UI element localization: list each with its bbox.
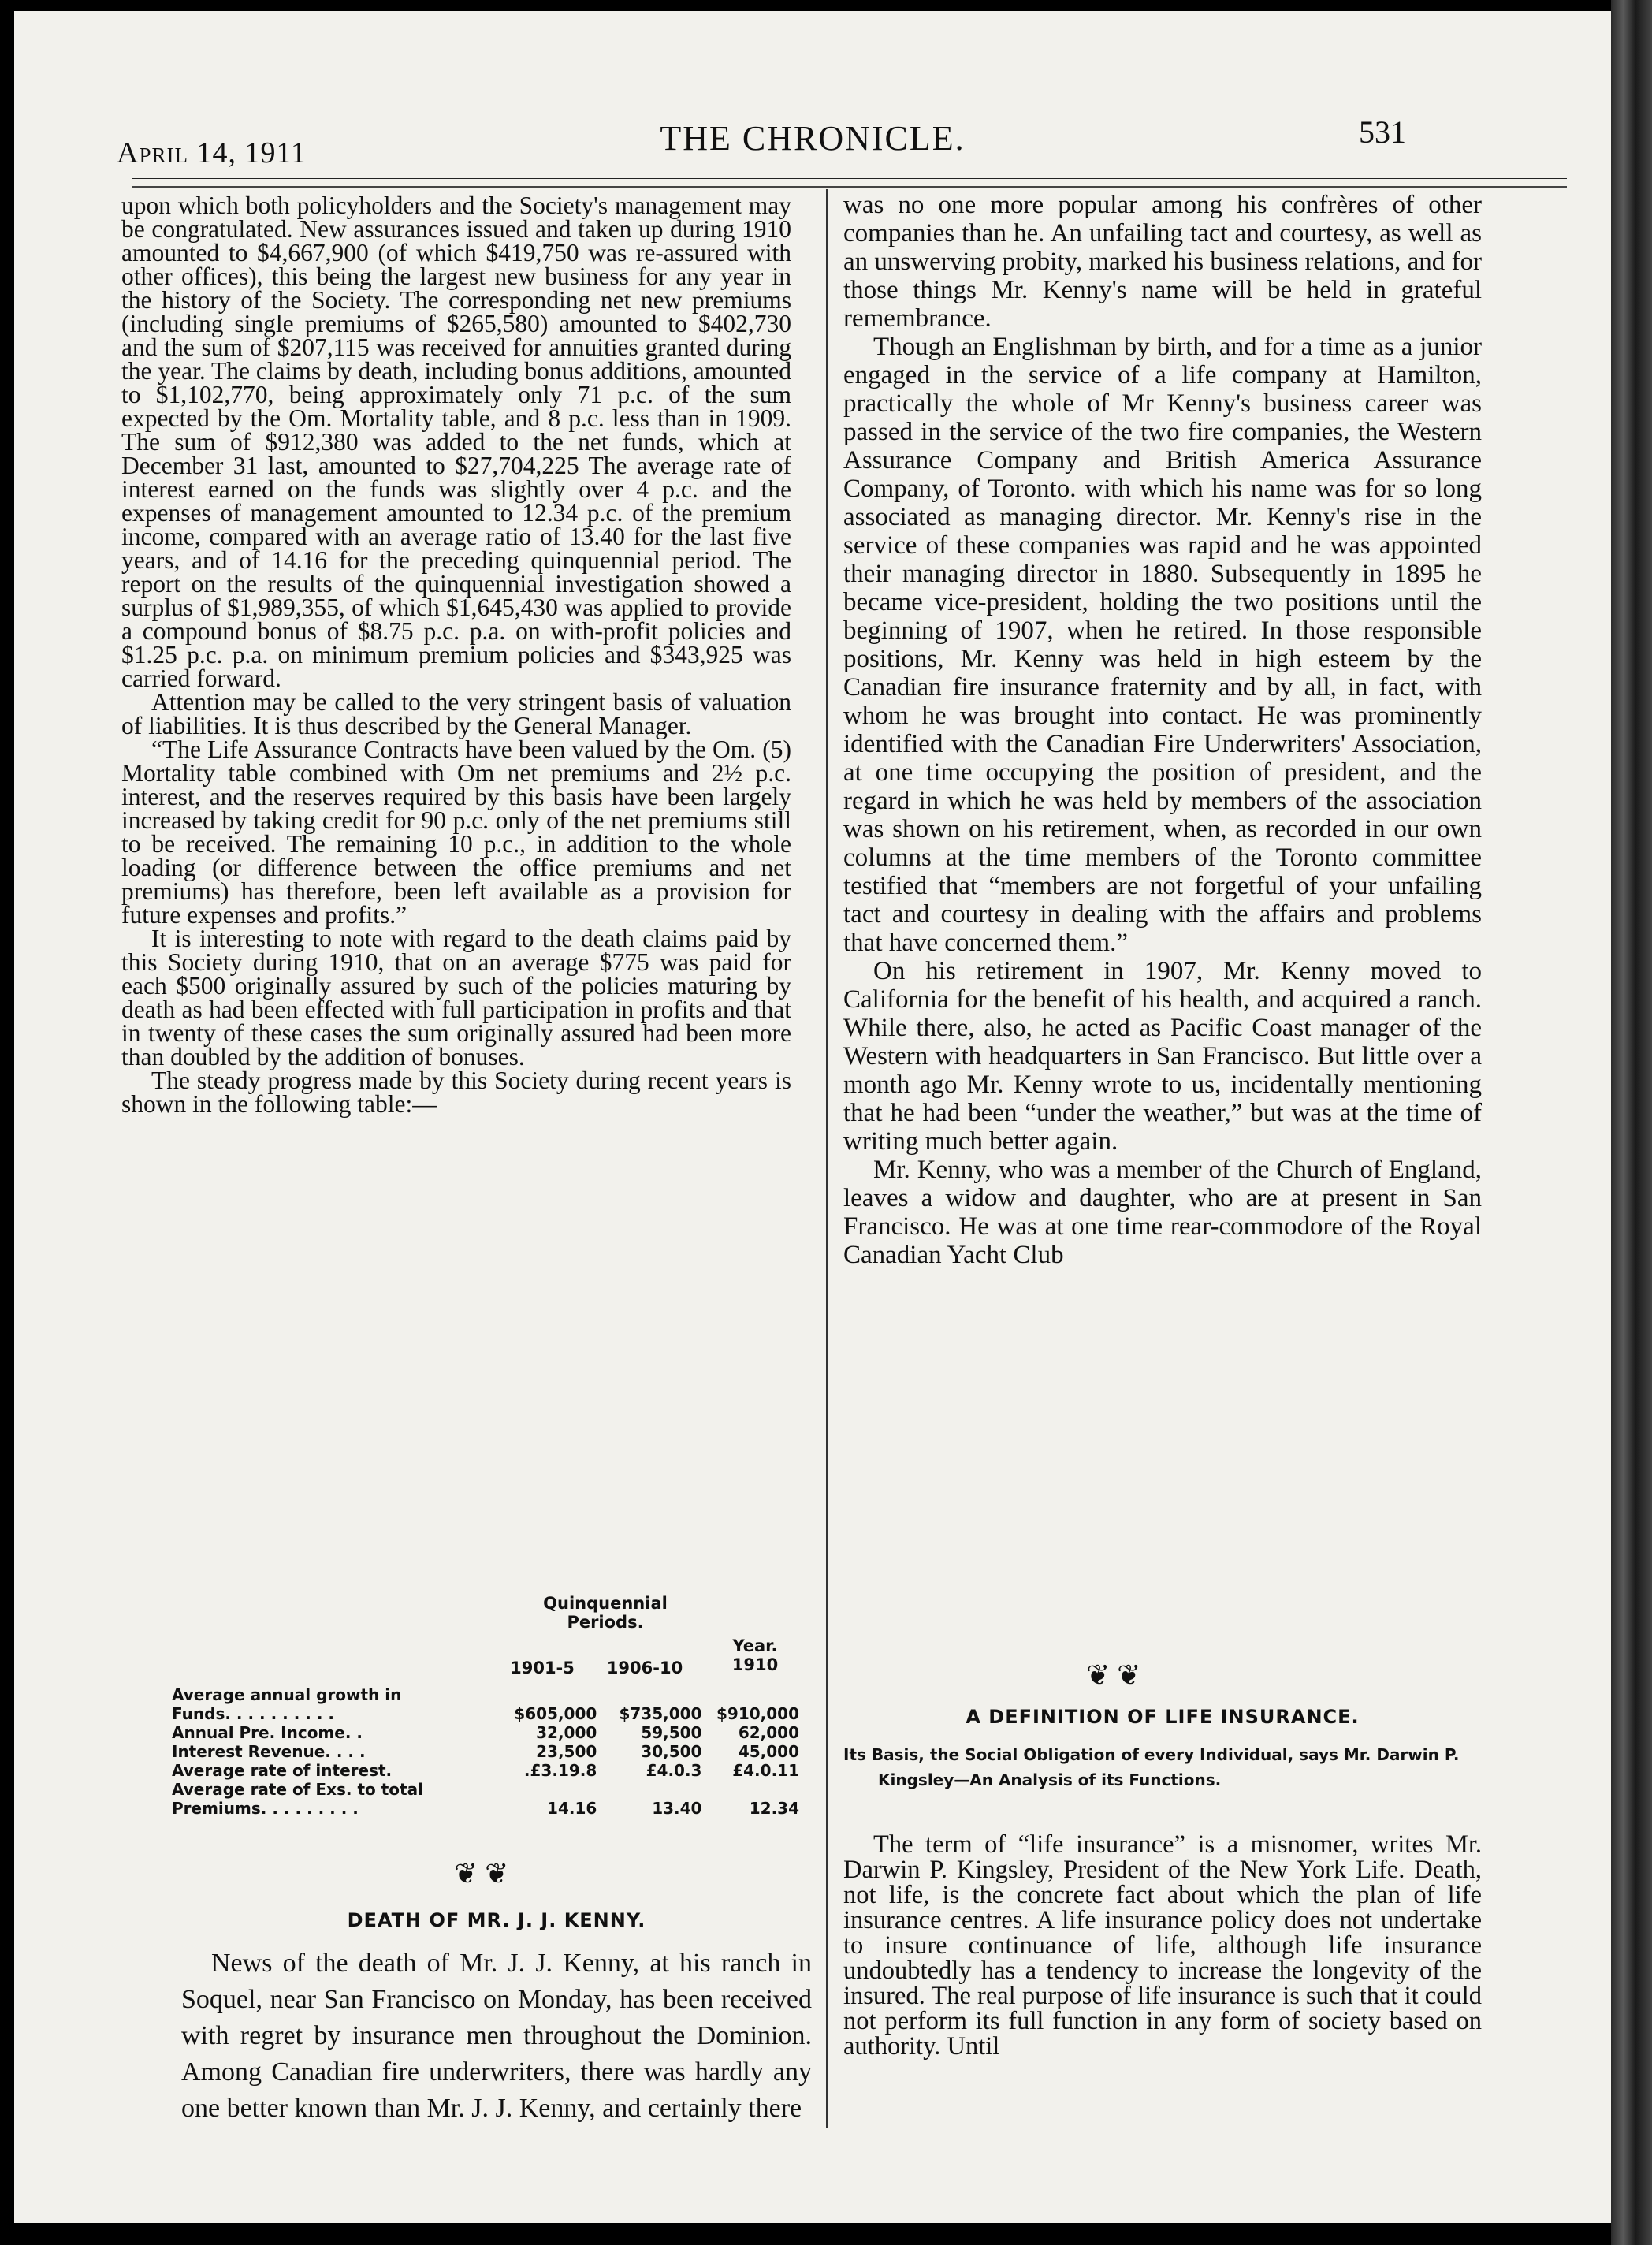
paragraph: It is interesting to note with regard to the death claims paid by this Society during 1910, that on an average $775 was paid for each $500 originally assured by such of the policies maturing by death as had been effected with full participation in profits and that in twenty of these cases the sum originally assured had been more than doubled by the addition of bonuses. — [121, 925, 791, 1070]
newspaper-page — [14, 11, 1611, 2223]
table-cell: .£3.19.8 — [523, 1761, 597, 1780]
paragraph: Though an Englishman by birth, and for a time as a junior engaged in the service of a life company at Hamilton, practically the whole of Mr Kenny's business career was passed in the service of the two fire companies, the Western Assurance Company and British America Assurance Company, of Toronto. with which his name was for so long associated as managing director. Mr. Kenny's rise in the service of these companies was rapid and he was appointed their managing director in 1880. Subsequently in 1895 he became vice-president, holding the two positions until the beginning of 1907, when he retired. In those responsible positions, Mr. Kenny was held in high esteem by the Canadian fire insurance fraternity and by all, in fact, with whom he was brought into contact. He was prominently identified with the Canadian Fire Underwriters' Association, at one time occupying the position of president, and the regard in which he was held by members of the association was shown on his retirement, when, as recorded in our own columns at the time members of the Toronto committee testified that “members are not forgetful of your unfailing tact and courtesy in dealing with the affairs and problems that have concerned them.” — [843, 333, 1482, 957]
paragraph: Attention may be called to the very stringent basis of valuation of liabilities. It is thus described by the General Manager. — [121, 688, 791, 739]
header-rule — [132, 178, 1567, 181]
paragraph: The steady progress made by this Society during recent years is shown in the following table:— — [121, 1067, 791, 1118]
publication-title: THE CHRONICLE. — [660, 119, 966, 158]
table-row — [172, 1742, 802, 1761]
table-cell: 12.34 — [749, 1799, 799, 1818]
table-column-header: Year. 1910 — [731, 1636, 779, 1674]
table-cell — [495, 1685, 600, 1704]
right-column — [843, 191, 1482, 1269]
paragraph: “The Life Assurance Contracts have been valued by the Om. (5) Mortality table combined with Om net premiums and 2½ p.c. interest, and the reserves required by this basis have been largely increased by taking credit for 90 p.c. only of the net premiums still to be received. The remaining 10 p.c., in addition to the whole loading (or difference between the office premiums and net premiums) has therefore, been left available as a provision for future expenses and profits.” — [121, 735, 791, 929]
table-cell: £4.0.3 — [646, 1761, 702, 1780]
table-cell — [705, 1780, 802, 1799]
paragraph: was no one more popular among his confrères of other companies than he. An unfailing tact and courtesy, as well as an unswerving probity, marked his business relations, and for those things Mr. Kenny's name will be held in grateful remembrance. — [843, 191, 1482, 333]
table-column-header: 1906-10 — [606, 1659, 683, 1677]
table-cell — [600, 1780, 705, 1799]
table-row — [172, 1723, 802, 1742]
table-group-header: Quinquennial Periods. — [543, 1594, 668, 1632]
paragraph: Mr. Kenny, who was a member of the Church of England, leaves a widow and daughter, who are at present in San Francisco. He was at one time rear-commodore of the Royal Canadian Yacht Club — [843, 1156, 1482, 1269]
table-cell: £4.0.11 — [732, 1761, 799, 1780]
column-divider — [826, 189, 828, 2128]
header-rule-thin — [132, 186, 1567, 188]
page-edge-binding — [1611, 0, 1652, 2245]
table-cell: 32,000 — [536, 1723, 597, 1742]
page-header — [14, 104, 1611, 167]
paragraph: The term of “life insurance” is a misnomer, writes Mr. Darwin P. Kingsley, President of the New York Life. Death, not life, is the concrete fact about which the plan of life insurance centres. A life insurance policy does not undertake to insure continuance of life, although life insurance undoubtedly has a tendency to increase the longevity of the insured. The real purpose of life insurance is such that it could not perform its full function in any form of society based on authority. Until — [843, 1830, 1482, 2061]
table-cell: 13.40 — [652, 1799, 702, 1818]
ornament-fleurons: ❦ ❦ — [1086, 1659, 1141, 1691]
table-row-label: Average annual growth in — [172, 1685, 402, 1704]
ornament-fleurons: ❦ ❦ — [454, 1858, 509, 1889]
table-row-label: Funds. . . . . . . . . . — [172, 1704, 335, 1723]
death-article-body — [181, 1945, 812, 2127]
definition-article-heading: A DEFINITION OF LIFE INSURANCE. — [966, 1706, 1360, 1728]
table-row-label: Interest Revenue. . . . — [172, 1742, 366, 1761]
paragraph: On his retirement in 1907, Mr. Kenny moved to California for the benefit of his health, and acquired a ranch. While there, also, he acted as Pacific Coast manager of the Western with headquarters in San Francisco. But little over a month ago Mr. Kenny wrote to us, incidentally mentioning that he had been “under the weather,” but was at the time of writing much better again. — [843, 957, 1482, 1156]
table-cell: 30,500 — [641, 1742, 702, 1761]
table-cell: $910,000 — [716, 1704, 799, 1723]
table-cell: 23,500 — [536, 1742, 597, 1761]
table-row — [172, 1704, 802, 1723]
issue-date: April 14, 1911 — [117, 136, 307, 169]
table-row-label: Average rate of interest. — [172, 1761, 393, 1780]
left-column — [121, 194, 791, 1116]
table-row — [172, 1761, 802, 1780]
table-cell: $735,000 — [619, 1704, 702, 1723]
table-row-label: Annual Pre. Income. . — [172, 1723, 363, 1742]
table-row-label: Average rate of Exs. to total — [172, 1780, 423, 1799]
table-row — [172, 1780, 802, 1799]
table-row — [172, 1799, 802, 1818]
definition-article-body — [843, 1832, 1482, 2059]
table-cell — [495, 1780, 600, 1799]
table-cell: 62,000 — [738, 1723, 799, 1742]
table-cell: $605,000 — [514, 1704, 597, 1723]
table-cell: 14.16 — [547, 1799, 597, 1818]
table-row-label: Premiums. . . . . . . . . — [172, 1799, 359, 1818]
table-cell — [705, 1685, 802, 1704]
table-row — [172, 1685, 802, 1704]
table-column-header: 1901-5 — [510, 1659, 575, 1677]
death-article-heading: DEATH OF MR. J. J. KENNY. — [347, 1909, 646, 1931]
table-cell — [600, 1685, 705, 1704]
table-cell: 45,000 — [738, 1742, 799, 1761]
table-cell: 59,500 — [641, 1723, 702, 1742]
growth-table — [172, 1685, 802, 1818]
paragraph: News of the death of Mr. J. J. Kenny, at his ranch in Soquel, near San Francisco on Monday, has been received with regret by insurance men throughout the Dominion. Among Canadian fire underwriters, there was hardly any one better known than Mr. J. J. Kenny, and certainly there — [181, 1949, 812, 2123]
paragraph: upon which both policyholders and the Society's management may be congratulated. New assurances issued and taken up during 1910 amounted to $4,667,900 (of which $419,750 was re-assured with other offices), this being the largest new business for any year in the history of the Society. The corresponding net new premiums (including single premiums of $265,580) amounted to $402,730 and the sum of $207,115 was received for annuities granted during the year. The claims by death, including bonus additions, amounted to $1,102,770, being approximately only 71 p.c. of the sum expected by the Om. Mortality table, and 8 p.c. less than in 1909. The sum of $912,380 was added to the net funds, which at December 31 last, amounted to $27,704,225 The average rate of interest earned on the funds was slightly over 4 p.c. and the expenses of management amounted to 12.34 p.c. of the premium income, compared with an average ratio of 13.40 for the last five years, and of 14.16 for the preceding quinquennial period. The report on the results of the quinquennial investigation showed a surplus of $1,989,355, of which $1,645,430 was applied to provide a compound bonus of $8.75 p.c. p.a. on with-profit policies and $1.25 p.c. p.a. on minimum premium policies and $343,925 was carried forward. — [121, 192, 791, 692]
definition-article-subheading: Its Basis, the Social Obligation of every Individual, says Mr. Darwin P. Kingsley—An Analysis of its Functions. — [843, 1745, 1460, 1789]
page-number: 531 — [1359, 114, 1406, 150]
